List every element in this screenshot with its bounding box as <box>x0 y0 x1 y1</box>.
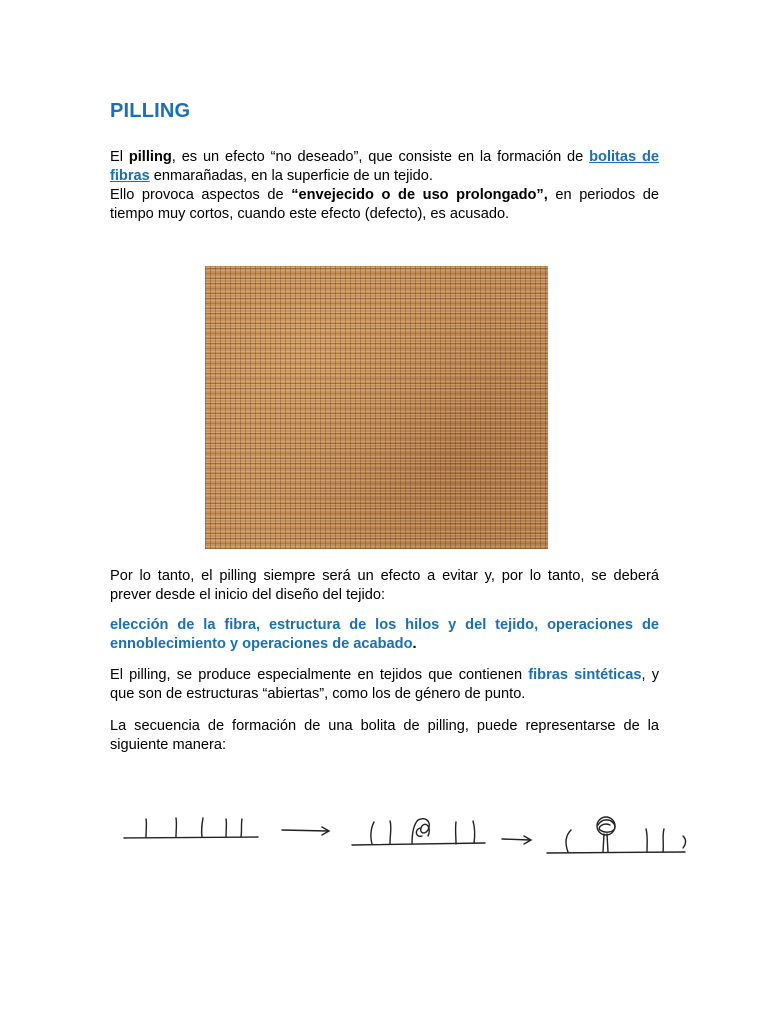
arrow-1-icon <box>282 827 329 835</box>
arrow-2-icon <box>502 836 531 844</box>
text-span: enmarañadas, en la superficie de un tejido. <box>149 168 433 184</box>
text-span: El pilling, se produce especialmente en tejidos que contienen <box>110 667 529 683</box>
stage-2-fibers <box>352 819 485 845</box>
stage-1-fibers <box>124 818 258 838</box>
fabric-pilling-photo <box>205 266 548 549</box>
synthetic-highlight: fibras sintéticas <box>528 667 642 683</box>
text-span: . <box>412 636 417 652</box>
text-span: El <box>110 149 129 165</box>
text-span: , y que son de estructuras “abiertas”, como los de género de punto. <box>110 667 660 702</box>
stage-3-fibers <box>547 817 686 853</box>
text-span: , es un efecto “no deseado”, que consiste en la formación de <box>171 149 590 165</box>
text-span: Ello provoca aspectos de <box>110 187 292 203</box>
synthetic-paragraph <box>110 666 659 704</box>
bold-phrase: “envejecido o de uso prolongado”, <box>291 187 548 203</box>
page-title: PILLING <box>110 100 191 122</box>
intro-paragraph <box>110 148 659 224</box>
factors-highlight: elección de la fibra, estructura de los hilos y del tejido, operaciones de ennoblecimiento y operaciones de acabado <box>110 617 659 652</box>
pilling-sequence-diagram <box>110 800 700 870</box>
prevention-paragraph: Por lo tanto, el pilling siempre será un efecto a evitar y, por lo tanto, se deberá prever desde el inicio del diseño del tejido: <box>110 568 659 603</box>
sequence-paragraph: La secuencia de formación de una bolita de pilling, puede representarse de la siguiente manera: <box>110 718 659 753</box>
bolitas-link[interactable]: bolitas de fibras <box>110 149 660 184</box>
factors-paragraph <box>110 616 659 654</box>
text-span: en periodos de tiempo muy cortos, cuando este efecto (defecto), es acusado. <box>110 187 659 222</box>
bold-term: pilling <box>128 149 172 165</box>
